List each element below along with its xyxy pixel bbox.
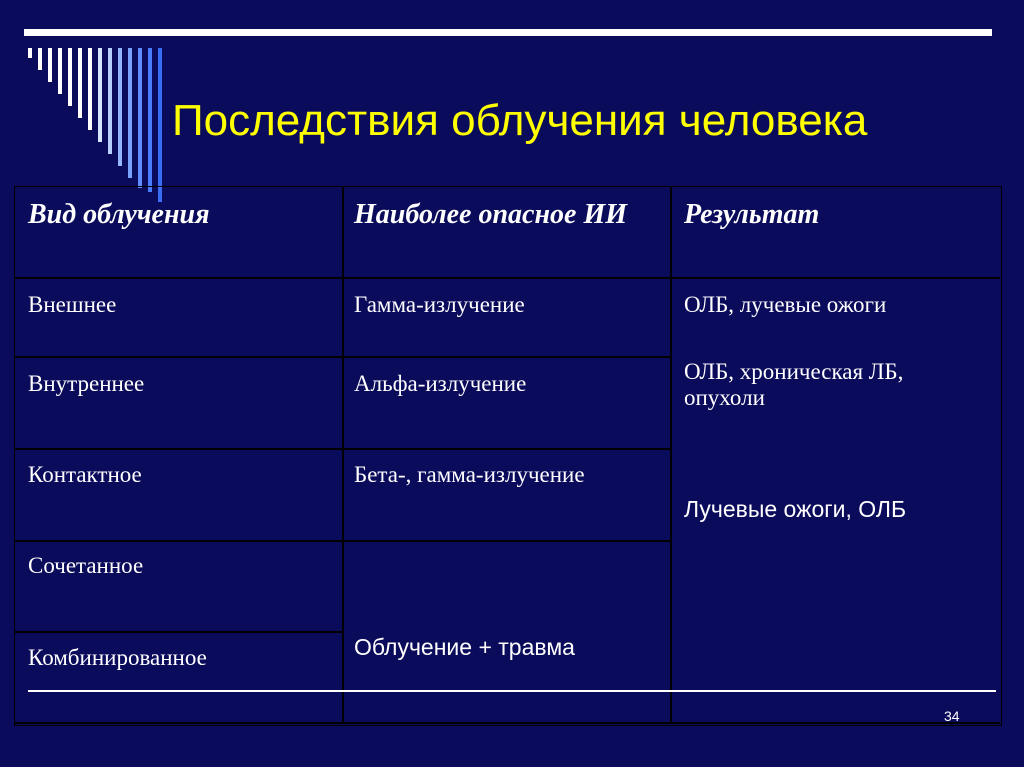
decor-bar <box>138 48 142 188</box>
decor-bar <box>68 48 72 106</box>
header-exposure-type: Вид облучения <box>28 199 210 230</box>
type-cell: Контактное <box>28 462 142 487</box>
decor-bar <box>78 48 82 118</box>
type-cell: Внутреннее <box>28 371 145 396</box>
type-cell: Сочетанное <box>28 553 144 578</box>
header-dangerous-radiation: Наиболее опасное ИИ <box>354 199 628 230</box>
decor-bar <box>108 48 112 154</box>
type-cell: Внешнее <box>28 292 117 317</box>
source-cell: Альфа-излучение <box>354 371 527 396</box>
decor-bar <box>98 48 102 142</box>
result-cell: ОЛБ, хроническая ЛБ, опухоли <box>684 359 904 410</box>
grid-line <box>14 277 1000 279</box>
decor-bar <box>38 48 42 70</box>
slide-title: Последствия облучения человека <box>172 96 868 145</box>
source-cell: Облучение + травма <box>354 634 575 660</box>
grid-line <box>14 631 344 633</box>
header-result: Результат <box>684 199 820 230</box>
decor-bar <box>158 48 162 202</box>
grid-line <box>14 356 671 358</box>
result-cell: Лучевые ожоги, ОЛБ <box>684 496 907 522</box>
decor-bar <box>58 48 62 94</box>
slide-number: 34 <box>944 708 960 724</box>
type-cell: Комбинированное <box>28 645 207 670</box>
source-cell: Гамма-излучение <box>354 292 525 317</box>
result-cell: ОЛБ, лучевые ожоги <box>684 292 887 317</box>
decor-bar <box>48 48 52 82</box>
grid-line <box>670 186 672 724</box>
bottom-rule <box>28 690 996 692</box>
grid-line <box>342 186 344 724</box>
decorative-bars <box>0 0 200 200</box>
grid-line <box>14 448 671 450</box>
decor-bar <box>148 48 152 192</box>
decor-bar <box>88 48 92 130</box>
grid-line <box>14 540 671 542</box>
grid-line <box>14 722 1000 724</box>
decor-bar <box>118 48 122 166</box>
decor-bar <box>28 48 32 58</box>
source-cell: Бета-, гамма-излучение <box>354 462 585 487</box>
decor-bar <box>128 48 132 178</box>
